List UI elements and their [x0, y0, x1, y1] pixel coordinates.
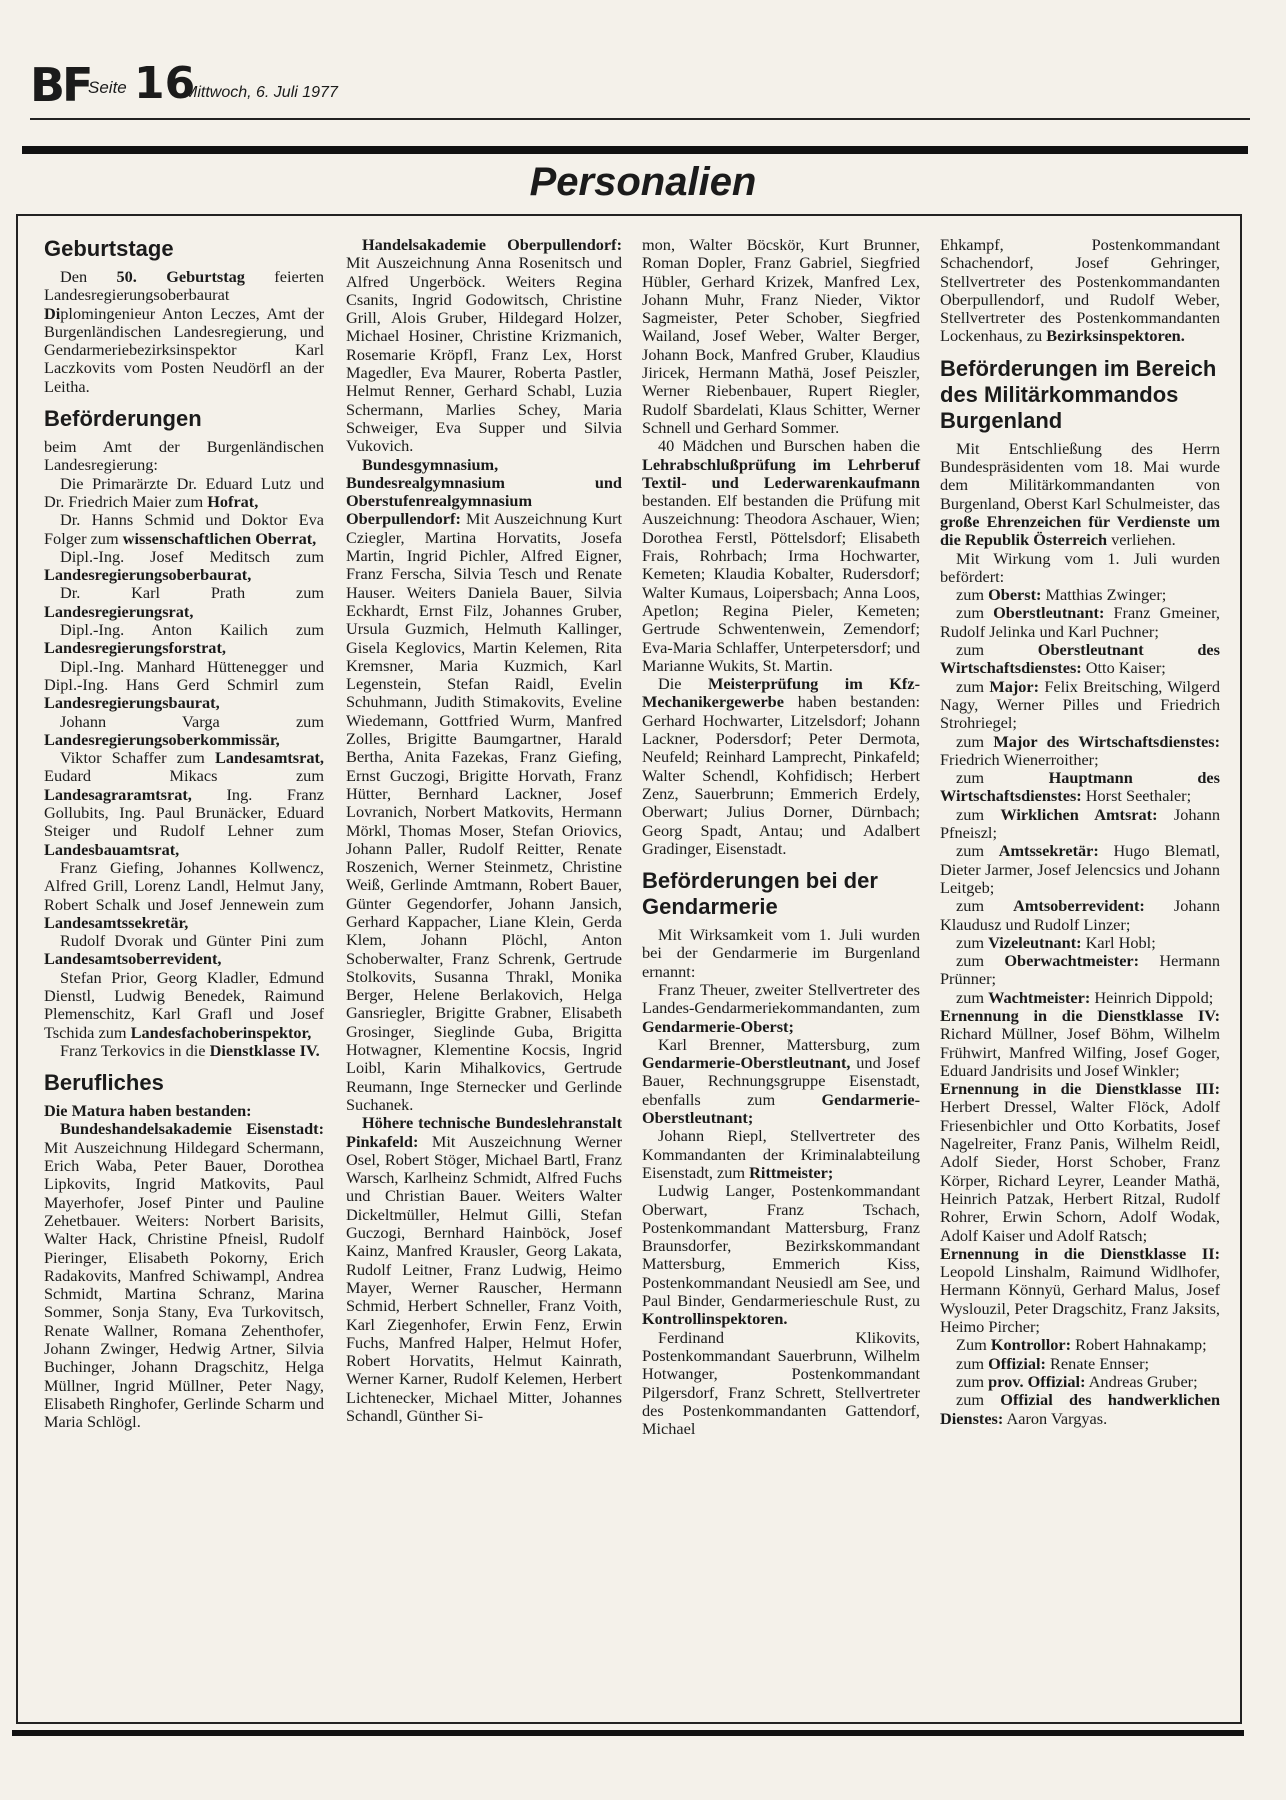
heading-militaer: Beförderungen im Bereich des Militärkommandos Burgenland [940, 355, 1217, 433]
paragraph-gend-6: Ferdinand Klikovits, Postenkommandant Sauerbrunn, Wilhelm Hotwanger, Postenkommandant Pilgersdorf, Franz Schrett, Stellvertreter des Postenkommandanten Gattendorf, Michael [642, 1327, 920, 1439]
paragraph-bef-6: Dipl.-Ing. Manhard Hüttenegger und Dipl.-Ing. Hans Gerd Schmirl zum Landesregierungsbaurat, [44, 656, 324, 713]
paragraph-gend-1: Mit Wirksamkeit vom 1. Juli wurden bei der Gendarmerie im Burgenland ernannt: [642, 925, 920, 981]
paragraph-bef-3: Dipl.-Ing. Josef Meditsch zum Landesregierungsoberbaurat, [44, 546, 324, 585]
heading-befoerderungen: Beförderungen [44, 406, 202, 432]
paragraph-gend-2: Franz Theuer, zweiter Stellvertreter des Landes-Gendarmeriekommandanten, zum Gendarmerie-Oberst; [642, 979, 920, 1036]
paragraph-bef-1: Die Primarärzte Dr. Eduard Lutz und Dr. Friedrich Maier zum Hofrat, [44, 473, 324, 511]
paragraph-bef-4: Dr. Karl Prath zum Landesregierungsrat, [44, 583, 324, 621]
paragraph-mil-2: Mit Wirkung vom 1. Juli wurden befördert: [940, 548, 1220, 586]
paragraph-gend-5: Ludwig Langer, Postenkommandant Oberwart, Franz Tschach, Postenkommandant Mattersburg, Franz Braunsdorfer, Bezirkskommandant Mattersburg, Emmerich Kiss, Postenkommandant Neusiedl am See, und Paul Binder, Gendarmerieschule Rust, zu Kontrollinspektoren. [642, 1181, 920, 1329]
column-2 [346, 236, 622, 1425]
column-3 [642, 236, 920, 1438]
paragraph-bhak: Bundeshandelsakademie Eisenstadt: Mit Auszeichnung Hildegard Schermann, Erich Waba, Peter Bauer, Dorothea Lipkovits, Ingrid Matkovits, Paul Mayerhofer, Josef Pinter und Pauline Zehetbauer. Weiters: Norbert Barisits, Walter Hack, Christine Pfneisl, Rudolf Pieringer, Elisabeth Pokorny, Erich Radakovits, Manfred Schiwampl, Andrea Schmidt, Martina Schranz, Marina Sommer, Sonja Stany, Eva Turkovitsch, Renate Wallner, Romana Zehenthofer, Johann Zwinger, Hedwig Artner, Silvia Buchinger, Johann Dragschitz, Helga Müllner, Ingrid Müllner, Peter Nagy, Elisabeth Ringhofer, Gerlinde Scharm und Maria Schlögl. [44, 1119, 324, 1432]
dienstklasse-ii: Ernennung in die Dienstklasse II: Leopold Linshalm, Raimund Widlhofer, Hermann Könnyü, Gerhard Malus, Josef Wyslouzil, Peter Dragschitz, Franz Jaksits, Heimo Pircher; [940, 1243, 1220, 1337]
newspaper-logo: BF [30, 58, 91, 112]
paragraph-bef-intro: beim Amt der Burgenländischen Landesregierung: [44, 437, 324, 475]
rank-prov-offizial: zum prov. Offizial: Andreas Gruber; [956, 1371, 1198, 1391]
rank-oberstleutnant-wd: zum Oberstleutnant des Wirtschaftsdienstes: Otto Kaiser; [940, 640, 1220, 678]
rank-amtssekretaer: zum Amtssekretär: Hugo Blematl, Dieter Jarmer, Josef Jelencsics und Johann Leitgeb; [940, 841, 1220, 897]
heading-gendarmerie: Beförderungen bei der Gendarmerie [642, 868, 878, 920]
column-1 [44, 236, 324, 1432]
rank-vizeleutnant: zum Vizeleutnant: Karl Hobl; [956, 932, 1156, 952]
paragraph-gend-cont: Ehkampf, Postenkommandant Schachendorf, Josef Gehringer, Stellvertreter des Postenkommandanten Oberpullendorf, und Rudolf Weber, Stellvertreter des Postenkommandanten Lockenhaus, zu Bezirksinspektoren. [940, 235, 1220, 346]
paragraph-bef-11: Stefan Prior, Georg Kladler, Edmund Dienstl, Ludwig Benedek, Raimund Plemenschitz, Karl Grafl und Josef Tschida zum Landesfachoberinspektor, [44, 967, 324, 1042]
rank-offizial: zum Offizial: Renate Ennser; [956, 1353, 1150, 1373]
page-number: 16 [134, 58, 196, 109]
page-label: Seite [88, 78, 127, 97]
rank-offizial-hd: zum Offizial des handwerklichen Dienstes: Aaron Vargyas. [940, 1390, 1220, 1428]
paragraph-bef-9: Franz Giefing, Johannes Kollwencz, Alfred Grill, Lorenz Landl, Helmut Jany, Robert Schalk und Josef Jennewein zum Landesamtssekretär, [44, 857, 324, 932]
rank-wachtmeister: zum Wachtmeister: Heinrich Dippold; [956, 987, 1214, 1007]
rank-major-wd: zum Major des Wirtschaftsdienstes: Friedrich Wienerroither; [940, 731, 1220, 769]
rank-oberstleutnant: zum Oberstleutnant: Franz Gmeiner, Rudolf Jelinka und Karl Puchner; [940, 603, 1220, 641]
paragraph-bg: Bundesgymnasium, Bundesrealgymnasium und Oberstufenrealgymnasium Oberpullendorf: Mit Auszeichnung Kurt Cziegler, Martina Horvatits, Josefa Martin, Ingrid Pichler, Alfred Eigner, Franz Ferscha, Silvia Tesch und Renate Hauser. Weiters Daniela Bauer, Silvia Eckhardt, Ernst Filz, Johannes Gruber, Ursula Guzmich, Helmuth Kallinger, Gisela Keglovics, Martin Kelemen, Rita Kremsner, Maria Kuzmich, Karl Legenstein, Stefan Raidl, Evelin Schuhmann, Judith Stimakovits, Eveline Wiedemann, Gottfried Wurm, Manfred Zolles, Brigitte Baumgartner, Harald Bertha, Anita Fazekas, Franz Giefing, Ernst Guczogi, Brigitte Horvath, Franz Hütter, Bernhard Lackner, Josef Lovranich, Norbert Matkovits, Hermann Mörkl, Thomas Moser, Stefan Oriovics, Johann Paller, Rudolf Reitter, Renate Roszenich, Werner Steinmetz, Christine Weiß, Gerlinde Amtmann, Robert Bauer, Günter Gegendorfer, Johann Jansich, Gerhard Kappacher, Liane Klein, Gerda Klem, Johann Plöchl, Anton Schoberwalter, Franz Schrenk, Gertrude Stolkovits, Susanna Thrakl, Monika Berger, Helene Berlakovich, Helga Gansriegler, Brigitte Grabner, Elisabeth Grosinger, Sieglinde Guba, Brigitta Hotwagner, Klementine Kocsis, Ingrid Loibl, Karin Mihalkovics, Gertrude Reumann, Inge Sternecker und Gerlinde Suchanek. [346, 454, 622, 1114]
rank-oberwachtmeister: zum Oberwachtmeister: Hermann Prünner; [940, 951, 1220, 989]
paragraph-matura: Die Matura haben bestanden: [44, 1101, 252, 1121]
page-header [30, 60, 1250, 114]
issue-date: Mittwoch, 6. Juli 1977 [184, 84, 338, 101]
section-title: Personalien [529, 160, 757, 204]
section-top-rule [22, 146, 1248, 154]
dienstklasse-iv: Ernennung in die Dienstklasse IV: Richard Müllner, Josef Böhm, Wilhelm Frühwirt, Manfred Wilfing, Josef Goger, Eduard Jandrisits und Josef Winkler; [940, 1005, 1220, 1080]
paragraph-htl: Höhere technische Bundeslehranstalt Pinkafeld: Mit Auszeichnung Werner Osel, Robert Stöger, Michael Bartl, Franz Warsch, Karlheinz Schmidt, Alfred Fuchs und Christian Bauer. Weiters Walter Dickeltmüller, Helmut Gilli, Stefan Guczogi, Bernhard Hainböck, Josef Kainz, Manfred Krausler, Georg Lakata, Rudolf Leitner, Franz Ludwig, Heimo Mayer, Werner Rauscher, Hermann Schmid, Herbert Schneller, Franz Voith, Karl Ziegenhofer, Erwin Fenz, Erwin Fuchs, Manfred Halper, Helmut Hofer, Robert Horvatits, Helmut Kainrath, Werner Karner, Rudolf Kelemen, Herbert Lichtenecker, Michael Mitter, Johannes Schandl, Günther Si- [346, 1113, 622, 1425]
paragraph-bef-7: Johann Varga zum Landesregierungsoberkommissär, [44, 711, 324, 749]
heading-geburtstage: Geburtstage [44, 236, 174, 261]
rank-major: zum Major: Felix Breitsching, Wilgerd Nagy, Werner Pilles und Friedrich Strohriegel; [940, 676, 1220, 733]
paragraph-bef-8: Viktor Schaffer zum Landesamtsrat, Eudard Mikacs zum Landesagraramtsrat, Ing. Franz Gollubits, Ing. Paul Brunäcker, Eduard Steiger und Rudolf Lehner zum Landesbauamtsrat, [44, 748, 324, 859]
rank-amtsoberrevident: zum Amtsoberrevident: Johann Klaudusz und Rudolf Linzer; [940, 896, 1220, 934]
paragraph-meisterpruefung: Die Meisterprüfung im Kfz-Mechanikergewerbe haben bestanden: Gerhard Hochwarter, Litzelsdorf; Johann Lackner, Podersdorf; Peter Dermota, Neufeld; Reinhard Lamprecht, Pinkafeld; Walter Schendl, Kohfidisch; Herbert Zenz, Sauerbrunn; Emmerich Erdely, Oberwart; Julius Dorner, Dürnbach; Georg Spadt, Antau; und Adalbert Gradinger, Eisenstadt. [642, 674, 920, 858]
paragraph-bef-5: Dipl.-Ing. Anton Kailich zum Landesregierungsforstrat, [44, 620, 324, 658]
rank-hauptmann-wd: zum Hauptmann des Wirtschaftsdienstes: Horst Seethaler; [940, 768, 1220, 806]
paragraph-bef-10: Rudolf Dvorak und Günter Pini zum Landesamtsoberrevident, [44, 931, 324, 969]
section-bottom-rule [12, 1730, 1244, 1736]
paragraph-bef-2: Dr. Hanns Schmid und Doktor Eva Folger zum wissenschaftlichen Oberrat, [44, 510, 324, 548]
paragraph-lehrabschluss: 40 Mädchen und Burschen haben die Lehrabschlußprüfung im Lehrberuf Textil- und Lederwarenkaufmann bestanden. Elf bestanden die Prüfung mit Auszeichnung: Theodora Aschauer, Wien; Dorothea Ferstl, Pöttelsdorf; Elisabeth Frais, Rohrbach; Irma Hochwarter, Kemeten; Klaudia Kobalter, Rudersdorf; Walter Kumaus, Loipersbach; Anna Loos, Apetlon; Regina Pieler, Kemeten; Gertrude Schwentenwein, Zemendorf; Eva-Maria Schlaffer, Unterpetersdorf; und Marianne Wukits, St. Martin. [642, 436, 920, 675]
paragraph-hak: Handelsakademie Oberpullendorf: Mit Auszeichnung Anna Rosenitsch und Alfred Ungerböck. Weiters Regina Csanits, Ingrid Godowitsch, Christine Grill, Alois Gruber, Hildegard Holzer, Michael Hosiner, Christine Krizmanich, Rosemarie Kröpfl, Franz Lex, Horst Magedler, Eva Maurer, Roberta Pastler, Helmut Renner, Gerhard Schabl, Luzia Schermann, Marlies Schey, Maria Schweiger, Eva Supper und Silvia Vukovich. [346, 235, 622, 456]
paragraph-gend-3: Karl Brenner, Mattersburg, zum Gendarmerie-Oberstleutnant, und Josef Bauer, Rechnungsgruppe Eisenstadt, ebenfalls zum Gendarmerie-Oberstleutnant; [642, 1034, 920, 1128]
paragraph-gend-4: Johann Riepl, Stellvertreter des Kommandanten der Kriminalabteilung Eisenstadt, zum Rittmeister; [642, 1126, 920, 1182]
rank-amtsrat: zum Wirklichen Amtsrat: Johann Pfneiszl; [940, 804, 1220, 843]
dienstklasse-iii: Ernennung in die Dienstklasse III: Herbert Dressel, Walter Flöck, Adolf Friesenbichler und Otto Korbatits, Josef Nagelreiter, Franz Panis, Wilhelm Reidl, Adolf Sieder, Horst Schober, Franz Körper, Richard Leyrer, Leander Mathä, Heinrich Patzak, Herbert Ritzal, Rudolf Rohrer, Erwin Schorn, Adolf Wodak, Adolf Kaiser und Adolf Ratsch; [940, 1079, 1220, 1245]
paragraph-geburtstage: Den 50. Geburtstag feierten Landesregierungsoberbaurat Diplomingenieur Anton Leczes, Amt der Burgenländischen Landesregierung, und Gendarmeriebezirksinspektor Karl Laczkovits vom Posten Neudörfl an der Leitha. [44, 267, 325, 396]
heading-berufliches: Berufliches [44, 1070, 164, 1096]
paragraph-bef-12: Franz Terkovics in die Dienstklasse IV. [60, 1040, 320, 1060]
paragraph-mil-1: Mit Entschließung des Herrn Bundespräsidenten vom 18. Mai wurde dem Militärkommandanten von Burgenland, Oberst Karl Schulmeister, das große Ehrenzeichen für Verdienste um die Republik Österreich verliehen. [940, 438, 1220, 550]
paragraph-htl-cont: mon, Walter Böcskör, Kurt Brunner, Roman Dopler, Franz Gabriel, Siegfried Hübler, Gerhard Krizek, Manfred Lex, Johann Muhr, Franz Nieder, Viktor Sagmeister, Peter Schober, Siegfried Wailand, Josef Weber, Walter Berger, Johann Bock, Manfred Gruber, Klaudius Jiricek, Hermann Mathä, Josef Peiszler, Werner Riebenbauer, Rupert Riegler, Rudolf Sbardelati, Klaus Schitter, Werner Schnell und Gerhard Sommer. [642, 235, 920, 437]
rank-kontrollor: Zum Kontrollor: Robert Hahnakamp; [956, 1335, 1207, 1355]
column-4 [940, 236, 1220, 1428]
rank-oberst: zum Oberst: Matthias Zwinger; [956, 585, 1167, 605]
header-rule [30, 118, 1250, 120]
